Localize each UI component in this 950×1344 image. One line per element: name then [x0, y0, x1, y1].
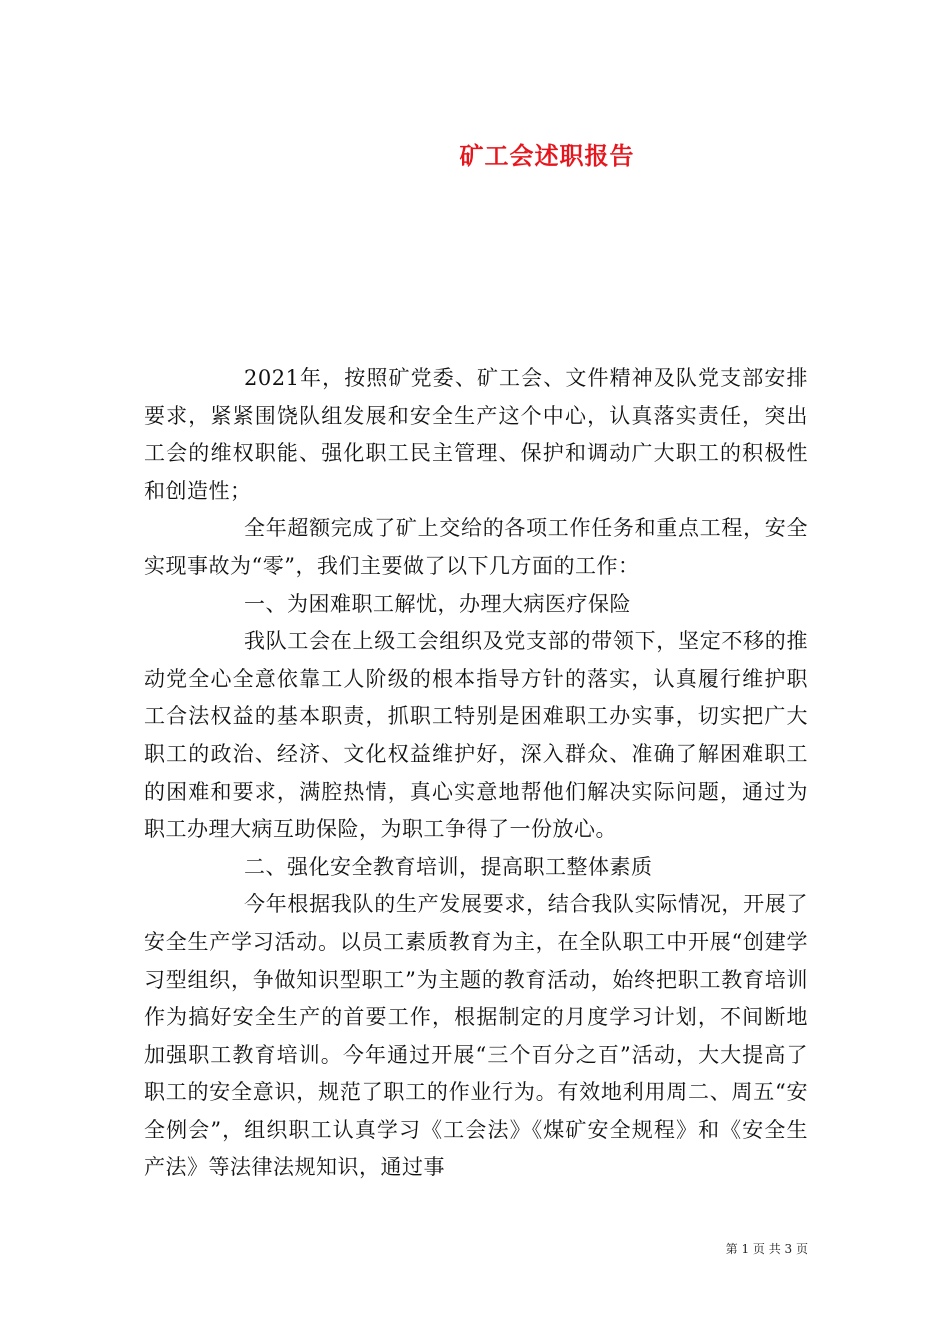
page-number-footer: 第 1 页 共 3 页 [725, 1242, 808, 1256]
section-heading-1: 一、为困难职工解忧，办理大病医疗保险 [244, 591, 631, 616]
paragraph-section-2: 今年根据我队的生产发展要求，结合我队实际情况，开展了安全生产学习活动。以员工素质教育为主，在全队职工中开展“创建学习型组织，争做知识型职工”为主题的教育活动，始终把职工教育培训作为搞好安全生产的首要工作，根据制定的月度学习计划，不间断地加强职工教育培训。今年通过开展“三个百分之百”活动，大大提高了职工的安全意识，规范了职工的作业行为。有效地利用周二、周五“安全例会”，组织职工认真学习《工会法》《煤矿安全规程》和《安全生产法》等法律法规知识，通过事 [144, 892, 808, 1180]
paragraph-summary: 全年超额完成了矿上交给的各项工作任务和重点工程，安全实现事故为“零”，我们主要做了以下几方面的工作： [144, 516, 808, 578]
document-title: 矿工会述职报告 [459, 141, 635, 170]
document-body [144, 360, 808, 1187]
paragraph-intro: 2021年，按照矿党委、矿工会、文件精神及队党支部安排要求，紧紧围饶队组发展和安全生产这个中心，认真落实责任，突出工会的维权职能、强化职工民主管理、保护和调动广大职工的积极性和创造性； [144, 366, 808, 503]
section-heading-2: 二、强化安全教育培训，提高职工整体素质 [244, 854, 653, 879]
paragraph-section-1: 我队工会在上级工会组织及党支部的带领下，坚定不移的推动党全心全意依靠工人阶级的根本指导方针的落实，认真履行维护职工合法权益的基本职责，抓职工特别是困难职工办实事，切实把广大职工的政治、经济、文化权益维护好，深入群众、准确了解困难职工的困难和要求，满腔热情，真心实意地帮他们解决实际问题，通过为职工办理大病互助保险，为职工争得了一份放心。 [144, 629, 808, 842]
